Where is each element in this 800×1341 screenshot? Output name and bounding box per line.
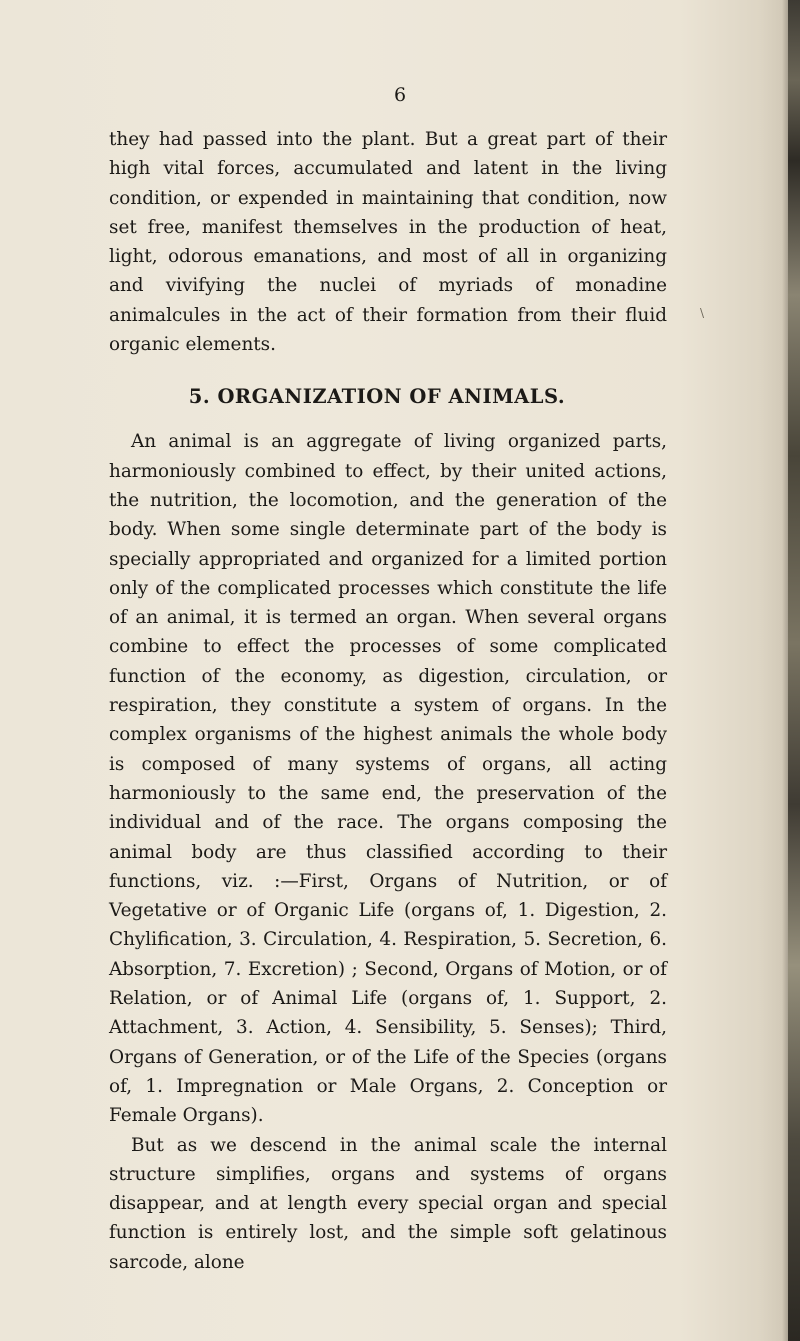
page-number: 6 bbox=[393, 84, 407, 106]
section-heading: 5. ORGANIZATION OF ANIMALS. bbox=[188, 385, 566, 409]
paragraph-definition: An animal is an aggregate of living organized parts, harmoniously combined to effect, by their united actions, the nutrition, the locomotion, and the generation of the body. When some single determinate part of the body is specially appropriated and organized for a limited portion only of the complicated processes which constitute the life of an animal, it is termed an organ. When several organs combine to effect the processes of some complicated function of the economy, as digestion, circulation, or respiration, they constitute a system of organs. In the complex organisms of the highest animals the whole body is composed of many systems of organs, all acting harmoniously to the same end, the preservation of the individual and of the race. The organs composing the animal body are thus classified according to their functions, viz. :—First, Organs of Nutrition, or of Vegetative or of Organic Life (organs of, 1. Digestion, 2. Chylification, 3. Circulation, 4. Respiration, 5. Secretion, 6. Absorption, 7. Excretion) ; Second, Organs of Motion, or of Relation, or of Animal Life (organs of, 1. Support, 2. Attachment, 3. Action, 4. Sensibility, 5. Senses); Third, Organs of Generation, or of the Life of the Species (organs of, 1. Impregnation or Male Organs, 2. Conception or Female Organs). bbox=[109, 431, 667, 1127]
paragraph-continuation: they had passed into the plant. But a great part of their high vital forces, accumulated and latent in the living condition, or expended in maintaining that condition, now set free, manifest themselves in the production of heat, light, odorous emanations, and most of all in organizing and vivifying the nuclei of myriads of monadine animalcules in the act of their formation from their fluid organic elements. bbox=[109, 129, 667, 356]
margin-mark: \ bbox=[700, 306, 705, 320]
page-edge bbox=[788, 0, 800, 1341]
body-text bbox=[109, 125, 667, 1277]
paragraph-closing: But as we descend in the animal scale the internal structure simplifies, organs and systems of organs disappear, and at length every special organ and special function is entirely lost, and the simple soft gelatinous sarcode, alone bbox=[109, 1134, 667, 1273]
